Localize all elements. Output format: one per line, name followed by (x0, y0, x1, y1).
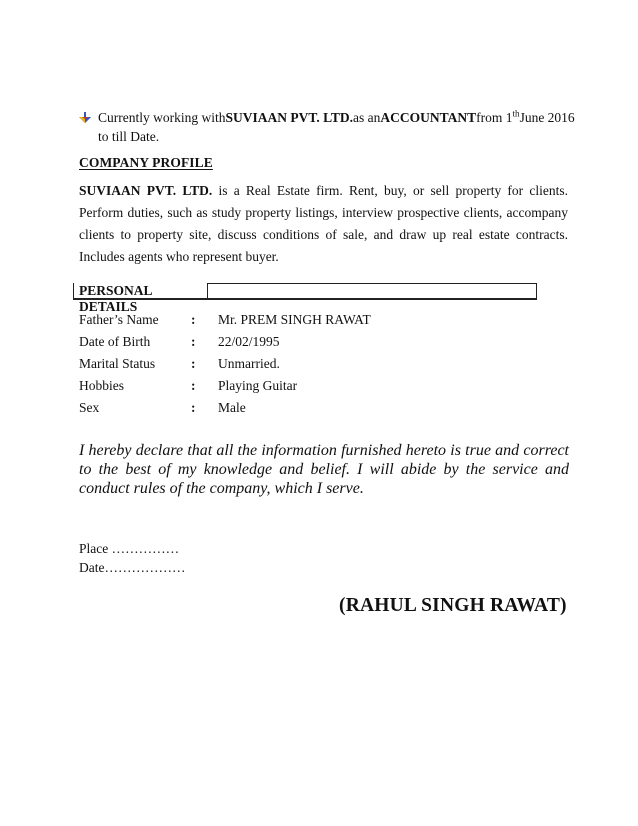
detail-value: 22/02/1995 (218, 334, 280, 349)
detail-row-date-of-birth (79, 331, 499, 353)
experience-date: June 2016 (519, 110, 575, 125)
detail-label: Father’s Name (79, 312, 159, 327)
detail-value: Mr. PREM SINGH RAWAT (218, 312, 371, 327)
experience-mid: as an (353, 110, 381, 125)
detail-separator: : (191, 378, 196, 393)
detail-label: Hobbies (79, 378, 124, 393)
detail-label: Marital Status (79, 356, 156, 371)
detail-row-marital-status (79, 353, 499, 375)
experience-company: SUVIAAN PVT. LTD. (225, 110, 354, 125)
detail-separator: : (191, 400, 196, 415)
detail-separator: : (191, 312, 196, 327)
experience-item (78, 108, 575, 146)
detail-row-hobbies (79, 375, 499, 397)
declaration-text: I hereby declare that all the information furnished hereto is true and correct to the best of my knowledge and belief. I will abide by the service and conduct rules of the company, which I serve. (79, 442, 569, 497)
place-date-block (79, 539, 185, 577)
company-profile-heading: COMPANY PROFILE (79, 155, 213, 170)
detail-row-fathers-name (79, 309, 499, 331)
date-line: Date……………… (79, 560, 186, 575)
detail-label: Sex (79, 400, 100, 415)
personal-details-heading: PERSONAL DETAILS (74, 283, 208, 298)
detail-label: Date of Birth (79, 334, 151, 349)
company-profile-name: SUVIAAN PVT. LTD. (79, 183, 213, 198)
detail-separator: : (191, 356, 196, 371)
experience-prefix: Currently working with (98, 110, 226, 125)
arrow-bullet-icon (78, 110, 92, 124)
experience-continuation: to till Date. (98, 129, 160, 144)
detail-row-sex (79, 397, 499, 419)
signature-name: (RAHUL SINGH RAWAT) (339, 595, 567, 616)
experience-role: ACCOUNTANT (380, 110, 477, 125)
company-profile-description: is a Real Estate firm. Rent, buy, or sell property for clients. Perform duties, such as study property listings, interview prospective clients, accompany clients to property site, discuss conditions of sale, and draw up real estate contracts. Includes agents who represent buyer. (79, 183, 569, 264)
place-line: Place …………… (79, 541, 180, 556)
detail-separator: : (191, 334, 196, 349)
detail-value: Male (218, 400, 246, 415)
personal-details-table (79, 309, 499, 419)
detail-value: Playing Guitar (218, 378, 298, 393)
detail-value: Unmarried. (218, 356, 280, 371)
company-profile-body (79, 180, 568, 268)
experience-from: from 1th (476, 108, 520, 125)
personal-details-bar (73, 283, 537, 314)
experience-line-1 (98, 108, 575, 127)
